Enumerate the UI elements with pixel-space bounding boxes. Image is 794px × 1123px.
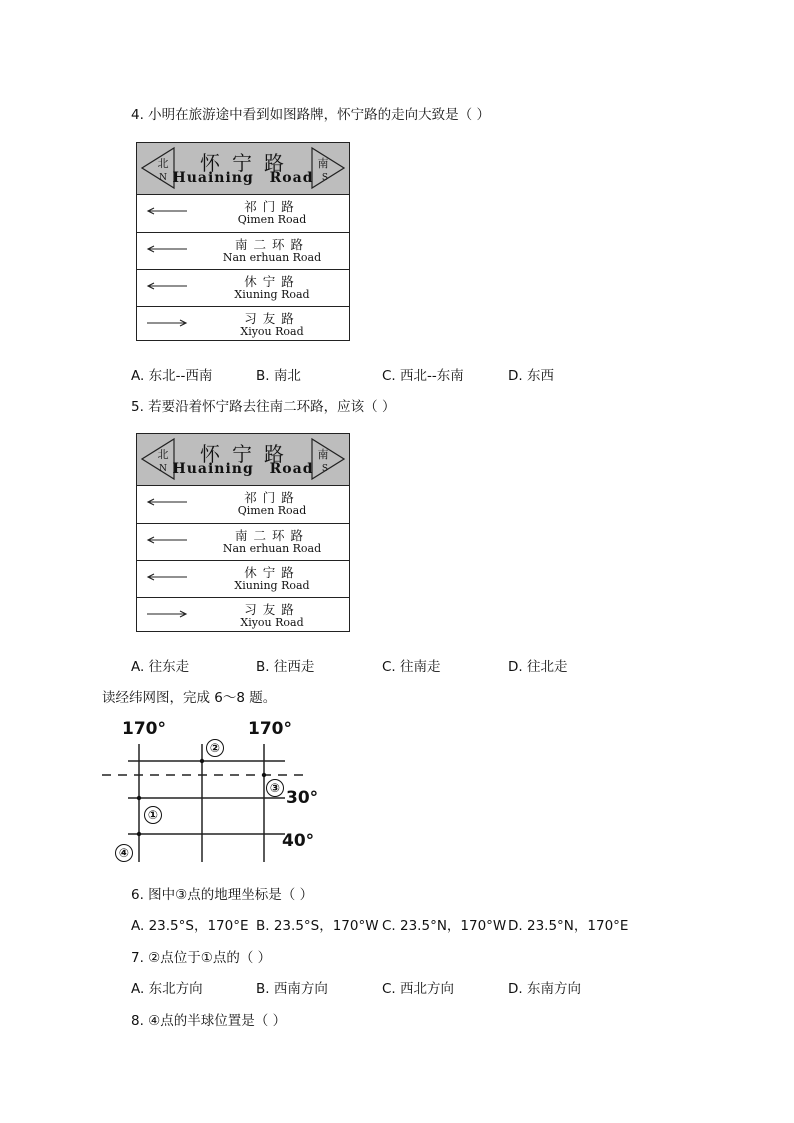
arrow-right-icon bbox=[145, 317, 189, 329]
question-8-stem: 8. ④点的半球位置是（ ） bbox=[131, 1013, 287, 1029]
point-3-marker: ③ bbox=[266, 779, 284, 797]
sign-row bbox=[137, 486, 349, 523]
sign-row-en: Xiyou Road bbox=[240, 616, 304, 629]
longitude-label-right: 170° bbox=[248, 719, 292, 739]
q6-option-b: B. 23.5°S，170°W bbox=[256, 918, 379, 934]
q6-option-a: A. 23.5°S，170°E bbox=[131, 918, 249, 934]
q7-option-d: D. 东南方向 bbox=[508, 981, 581, 997]
longitude-label-left: 170° bbox=[122, 719, 166, 739]
sign-left-en: N bbox=[159, 464, 167, 474]
sign-header bbox=[137, 143, 349, 195]
sign-row-cn: 祁门路 bbox=[244, 199, 300, 214]
q7-option-c: C. 西北方向 bbox=[382, 981, 455, 997]
q4-option-a: A. 东北--西南 bbox=[131, 368, 213, 384]
sign-row-en: Nan erhuan Road bbox=[222, 251, 322, 264]
q4-option-b: B. 南北 bbox=[256, 368, 301, 384]
sign-title-cn: 怀宁路 bbox=[200, 442, 296, 466]
arrow-right-icon bbox=[145, 608, 189, 620]
q5-option-b: B. 往西走 bbox=[256, 659, 315, 675]
arrow-left-icon bbox=[145, 280, 189, 292]
sign-row bbox=[137, 597, 349, 634]
sign-right-en: S bbox=[321, 173, 329, 183]
sign-row-en: Xiyou Road bbox=[240, 325, 304, 338]
q6-option-d: D. 23.5°N，170°E bbox=[508, 918, 629, 934]
sign-row-en: Qimen Road bbox=[237, 213, 307, 226]
intro-text: 读经纬网图，完成 6～8 题。 bbox=[102, 690, 277, 706]
question-5-stem: 5. 若要沿着怀宁路去往南二环路，应该（ ） bbox=[131, 399, 396, 415]
sign-row-en: Nan erhuan Road bbox=[222, 542, 322, 555]
sign-row bbox=[137, 195, 349, 232]
road-sign-image bbox=[136, 433, 350, 632]
sign-row-en: Xiuning Road bbox=[234, 288, 310, 301]
question-7-stem: 7. ②点位于①点的（ ） bbox=[131, 950, 272, 966]
sign-title-cn: 怀宁路 bbox=[200, 151, 296, 175]
latitude-label-30: 30° bbox=[286, 788, 319, 808]
sign-row-cn: 休宁路 bbox=[244, 274, 300, 289]
question-4-stem: 4. 小明在旅游途中看到如图路牌，怀宁路的走向大致是（ ） bbox=[131, 107, 490, 123]
sign-row-en: Qimen Road bbox=[237, 504, 307, 517]
sign-row-cn: 祁门路 bbox=[244, 490, 300, 505]
sign-row bbox=[137, 523, 349, 560]
sign-row bbox=[137, 232, 349, 269]
sign-right-cn: 南 bbox=[317, 157, 329, 170]
sign-header bbox=[137, 434, 349, 486]
arrow-left-icon bbox=[145, 243, 189, 255]
sign-row-cn: 休宁路 bbox=[244, 565, 300, 580]
lat-long-grid-figure bbox=[100, 716, 330, 866]
sign-left-cn: 北 bbox=[157, 448, 169, 461]
q7-option-b: B. 西南方向 bbox=[256, 981, 328, 997]
sign-left-en: N bbox=[159, 173, 167, 183]
sign-row-cn: 南二环路 bbox=[234, 237, 309, 252]
sign-row bbox=[137, 560, 349, 597]
q5-option-c: C. 往南走 bbox=[382, 659, 441, 675]
sign-right-en: S bbox=[321, 464, 329, 474]
sign-left-cn: 北 bbox=[157, 157, 169, 170]
sign-title-en: Huaining Road bbox=[172, 170, 314, 186]
latitude-label-40: 40° bbox=[282, 831, 315, 851]
point-2-marker: ② bbox=[206, 739, 224, 757]
sign-row-cn: 习友路 bbox=[244, 311, 300, 326]
q5-option-d: D. 往北走 bbox=[508, 659, 568, 675]
q4-option-c: C. 西北--东南 bbox=[382, 368, 464, 384]
q7-option-a: A. 东北方向 bbox=[131, 981, 203, 997]
point-1-marker: ① bbox=[144, 806, 162, 824]
sign-row-cn: 南二环路 bbox=[234, 528, 309, 543]
q6-option-c: C. 23.5°N，170°W bbox=[382, 918, 507, 934]
sign-title-en: Huaining Road bbox=[172, 461, 314, 477]
sign-row-cn: 习友路 bbox=[244, 602, 300, 617]
sign-row bbox=[137, 269, 349, 306]
arrow-left-icon bbox=[145, 205, 189, 217]
sign-row-en: Xiuning Road bbox=[234, 579, 310, 592]
road-sign-image bbox=[136, 142, 350, 341]
arrow-left-icon bbox=[145, 571, 189, 583]
sign-right-cn: 南 bbox=[317, 448, 329, 461]
arrow-left-icon bbox=[145, 496, 189, 508]
q4-option-d: D. 东西 bbox=[508, 368, 554, 384]
arrow-left-icon bbox=[145, 534, 189, 546]
q5-option-a: A. 往东走 bbox=[131, 659, 190, 675]
question-6-stem: 6. 图中③点的地理坐标是（ ） bbox=[131, 887, 314, 903]
sign-row bbox=[137, 306, 349, 343]
point-4-marker: ④ bbox=[115, 844, 133, 862]
